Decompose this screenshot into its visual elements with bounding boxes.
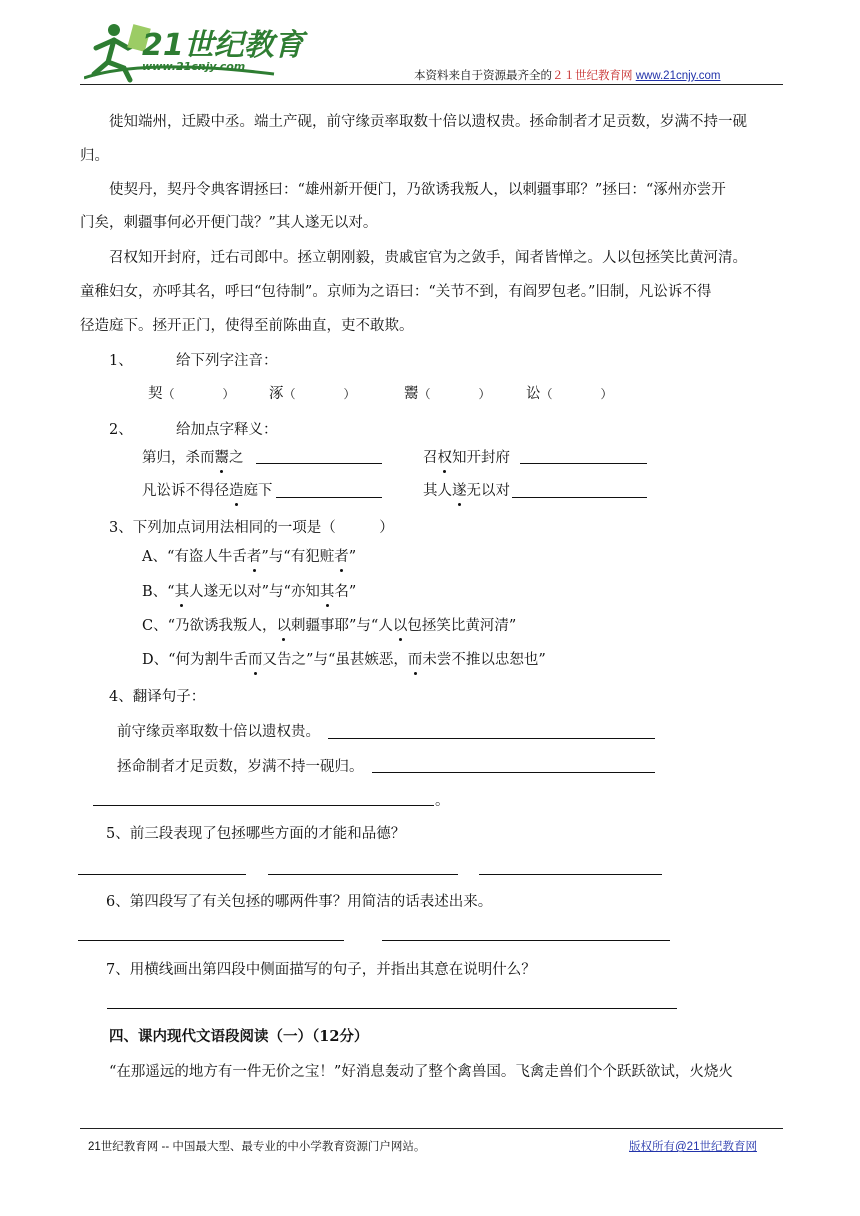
q1-item-2: 涿（ ） [269, 386, 356, 402]
passage-p1-line1: 徙知端州，迁殿中丞。端土产砚，前守缘贡率取数十倍以遗权贵。拯命制者才足贡数，岁满不持一砚 [109, 114, 747, 130]
q2-number: 2、 [109, 422, 133, 438]
q6-answer-line-1[interactable] [78, 940, 344, 941]
q7-answer-line[interactable] [107, 1008, 677, 1009]
header-source-site[interactable]: ２１世纪教育网 [552, 70, 633, 82]
q4-sentence-2-answer-line[interactable] [372, 772, 655, 773]
header-source-url[interactable]: www.21cnjy.com [635, 70, 721, 82]
q3-option-d[interactable]: D、“何为割牛舌而又告之”与“虽甚嫉恶，而未尝不推以忠恕也” [142, 652, 546, 668]
q6-answer-line-2[interactable] [382, 940, 670, 941]
q6-prompt: 6、第四段写了有关包拯的哪两件事？用简洁的话表述出来。 [106, 894, 493, 910]
header-divider [80, 84, 783, 85]
logo-text: 21世纪教育 [142, 28, 304, 63]
q3-option-b[interactable]: B、“其人遂无以对”与“亦知其名” [142, 584, 357, 600]
footer-copyright-link[interactable]: 版权所有@21世纪教育网 [629, 1141, 757, 1153]
footer-site-note: 21世纪教育网 -- 中国最大型、最专业的中小学教育资源门户网站。 [88, 1141, 426, 1153]
q2-item-c: 凡讼诉不得径造庭下 [142, 483, 273, 499]
q3-option-a[interactable]: A、“有盗人牛舌者”与“有犯赃者” [142, 549, 357, 565]
q5-prompt: 5、前三段表现了包拯哪些方面的才能和品德？ [106, 826, 406, 842]
q4-end-mark: 。 [435, 793, 450, 809]
q4-sentence-2-answer-line-2[interactable] [93, 805, 434, 806]
section4-title: 四、课内现代文语段阅读（一）（12分） [109, 1028, 369, 1045]
passage-p2-line1: 使契丹，契丹令典客谓拯曰：“雄州新开便门，乃欲诱我叛人，以刺疆事耶？”拯曰：“涿州亦尝开 [109, 182, 726, 198]
q1-item-4: 讼（ ） [526, 386, 613, 402]
q1-item-3: 鬻（ ） [404, 386, 491, 402]
q2-item-b-answer-line[interactable] [520, 463, 647, 464]
q2-item-d-answer-line[interactable] [512, 497, 647, 498]
q5-answer-line-3[interactable] [479, 874, 662, 875]
q2-item-a: 第归，杀而鬻之 [142, 450, 244, 466]
q4-prompt: 4、翻译句子： [109, 689, 206, 705]
passage-p2-line2: 门矣，刺疆事何必开便门哉？”其人遂无以对。 [80, 215, 378, 231]
q2-item-b: 召权知开封府 [423, 450, 510, 466]
q3-option-c[interactable]: C、“乃欲诱我叛人，以刺疆事耶”与“人以包拯笑比黄河清” [142, 618, 517, 634]
q4-sentence-1: 前守缘贡率取数十倍以遗权贵。 [117, 724, 320, 740]
passage-p3-line1: 召权知开封府，迁右司郎中。拯立朝刚毅，贵戚宦官为之敛手，闻者皆惮之。人以包拯笑比黄河清。 [109, 250, 747, 266]
q2-item-d: 其人遂无以对 [423, 483, 510, 499]
q2-item-c-answer-line[interactable] [276, 497, 382, 498]
section4-passage-line1: “在那遥远的地方有一件无价之宝！”好消息轰动了整个禽兽国。飞禽走兽们个个跃跃欲试，火烧火 [109, 1064, 733, 1080]
logo-url: www.21cnjy.com [142, 60, 246, 73]
passage-p3-line3: 径造庭下。拯开正门，使得至前陈曲直，吏不敢欺。 [80, 318, 414, 334]
q4-sentence-1-answer-line[interactable] [328, 738, 655, 739]
passage-p3-line2: 童稚妇女，亦呼其名，呼曰“包待制”。京师为之语曰：“关节不到，有阎罗包老。”旧制，凡讼诉不得 [80, 284, 712, 300]
footer-divider [80, 1128, 783, 1129]
q1-item-1: 契（ ） [148, 386, 235, 402]
header-source-note [414, 67, 721, 83]
q2-item-a-answer-line[interactable] [256, 463, 382, 464]
q4-sentence-2: 拯命制者才足贡数，岁满不持一砚归。 [117, 759, 364, 775]
q5-answer-line-1[interactable] [78, 874, 246, 875]
passage-p1-line2: 归。 [80, 148, 109, 164]
header-source-prefix: 本资料来自于资源最齐全的 [414, 70, 552, 82]
q1-prompt: 给下列字注音： [176, 353, 278, 369]
q2-prompt: 给加点字释义： [176, 422, 278, 438]
q7-prompt: 7、用横线画出第四段中侧面描写的句子，并指出其意在说明什么？ [106, 962, 536, 978]
q3-prompt: 3、下列加点词用法相同的一项是（ ） [109, 520, 394, 536]
q1-number: 1、 [109, 353, 133, 369]
q5-answer-line-2[interactable] [268, 874, 458, 875]
